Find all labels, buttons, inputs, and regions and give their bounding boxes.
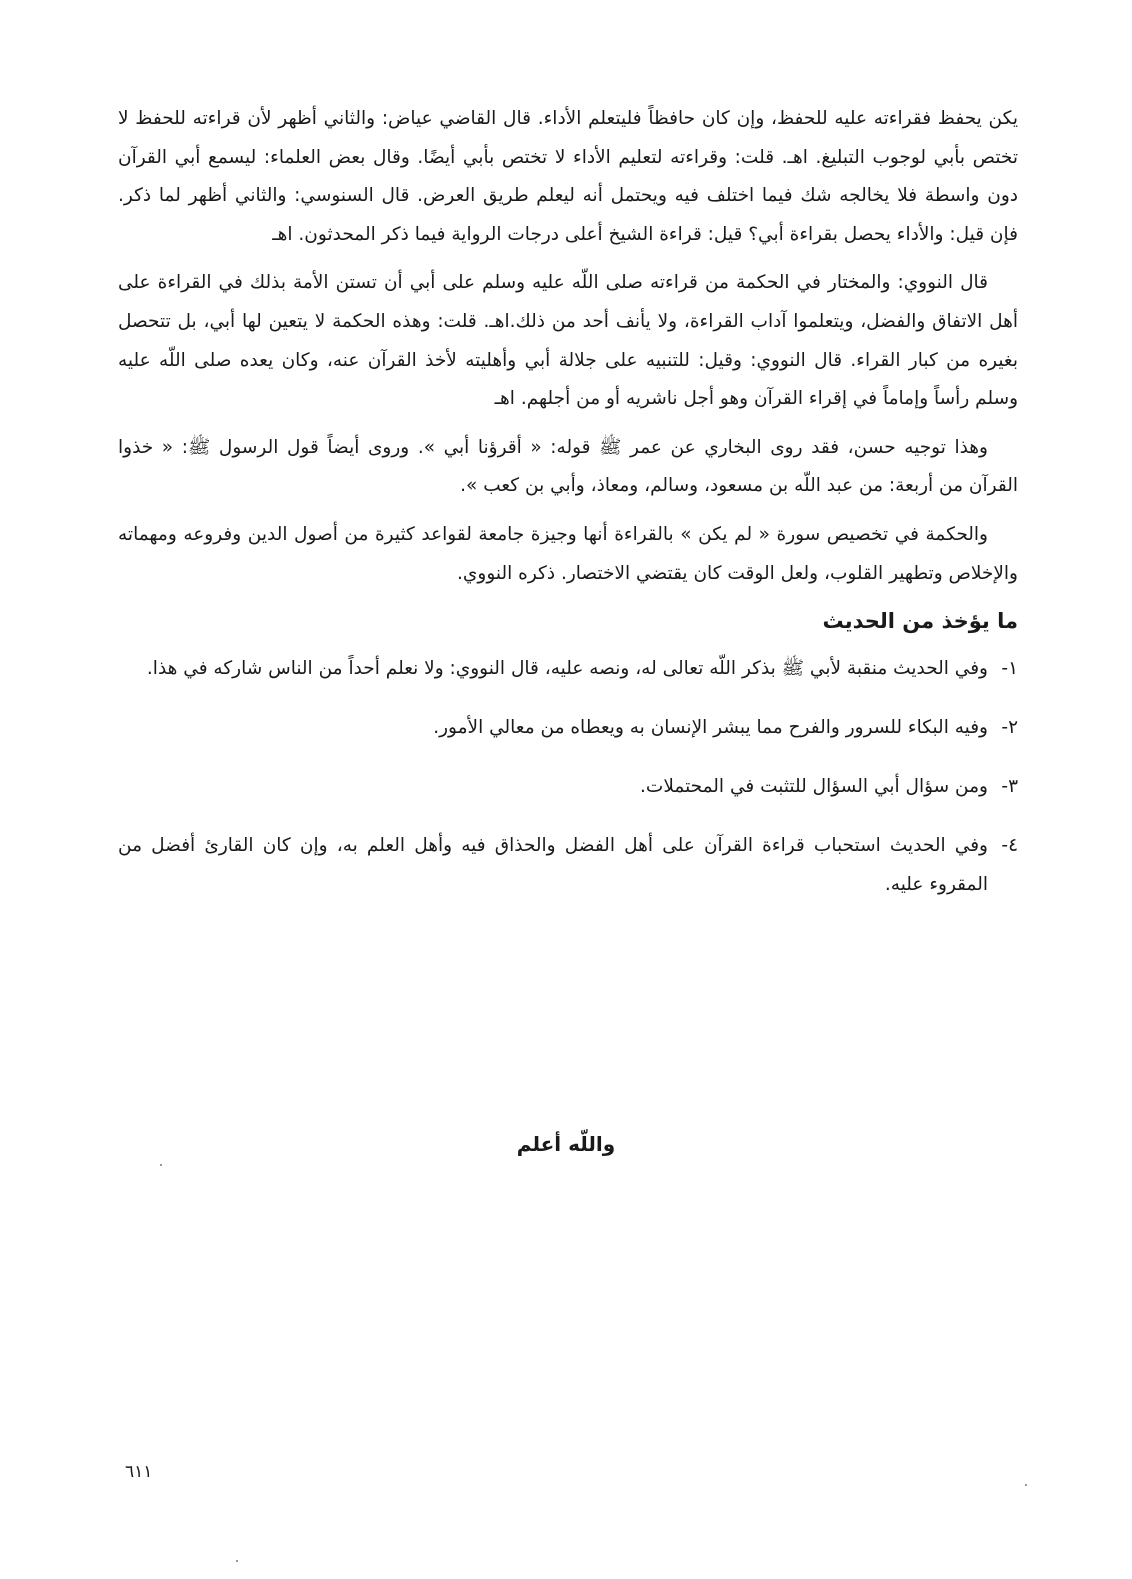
list-item-number: ١- (1001, 658, 1018, 680)
scan-speck (236, 1560, 238, 1562)
body-paragraph: يكن يحفظ فقراءته عليه للحفظ، وإن كان حافظاً فليتعلم الأداء. قال القاضي عياض: والثاني أظهر لأن قراءته للحفظ لا تختص بأبي لوجوب التبليغ. اهـ. قلت: وقراءته لتعليم الأداء لا تختص بأبي أيضًا. وقال بعض العلماء: ليسمع أبي القرآن دون واسطة فلا يخالجه شك فيما اختلف فيه ويحتمل أنه ليعلم طريق العرض. قال السنوسي: والثاني أظهر لما ذكر. فإن قيل: والأداء يحصل بقراءة أبي؟ قيل: قراءة الشيخ أعلى درجات الرواية فيما ذكر المحدثون. اهـ (118, 108, 1018, 245)
list-item (118, 649, 1018, 688)
list-item-text: ومن سؤال أبي السؤال للتثبت في المحتملات. (640, 776, 988, 798)
list-item-number: ٢- (1001, 717, 1018, 739)
list-item-number: ٣- (1001, 776, 1018, 798)
list-item-text: وفي الحديث منقبة لأبي ﷺ بذكر اللّه تعالى له، ونصه عليه، قال النووي: ولا نعلم أحداً من الناس شاركه في هذا. (146, 658, 988, 680)
page-number: ٦١١ (125, 1462, 153, 1482)
section-heading: ما يؤخذ من الحديث (822, 609, 1018, 634)
list-item (118, 767, 1018, 806)
list-item-text: وفيه البكاء للسرور والفرح مما يبشر الإنسان به ويعطاه من معالي الأمور. (433, 717, 988, 739)
list-item (118, 708, 1018, 747)
body-paragraph: وهذا توجيه حسن، فقد روى البخاري عن عمر ﷺ قوله: « أقرؤنا أبي ». وروى أيضاً قول الرسول ﷺ: « خذوا القرآن من أربعة: من عبد اللّه بن مسعود، وسالم، ومعاذ، وأبي بن كعب ». (118, 436, 1018, 497)
body-paragraph: والحكمة في تخصيص سورة « لم يكن » بالقراءة أنها وجيزة جامعة لقواعد كثيرة من أصول الدين وفروعه ومهماته والإخلاص وتطهير القلوب، ولعل الوقت كان يقتضي الاختصار. ذكره النووي. (118, 523, 1018, 584)
list-item-text: وفي الحديث استحباب قراءة القرآن على أهل الفضل والحذاق فيه وأهل العلم به، وإن كان القارئ أفضل من المقروء عليه. (118, 835, 988, 896)
list-item-number: ٤- (1001, 835, 1018, 857)
list-item (118, 826, 1018, 904)
closing-phrase: واللّه أعلم (516, 1132, 616, 1156)
body-paragraph: قال النووي: والمختار في الحكمة من قراءته صلى اللّه عليه وسلم على أبي أن تستن الأمة بذلك في القراءة على أهل الاتفاق والفضل، ويتعلموا آداب القراءة، ولا يأنف أحد من ذلك.اهـ. قلت: وهذه الحكمة لا يتعين لها أبي، بل تتحصل بغيره من كبار القراء. قال النووي: وقيل: للتنبيه على جلالة أبي وأهليته لأخذ القرآن عنه، وكان يعده صلى اللّه عليه وسلم رأساً وإماماً في إقراء القرآن وهو أجل ناشريه أو من أجلهم. اهـ (118, 272, 1018, 410)
scan-speck (160, 1164, 162, 1166)
page-body (118, 100, 1018, 924)
scan-speck (1025, 1484, 1027, 1486)
